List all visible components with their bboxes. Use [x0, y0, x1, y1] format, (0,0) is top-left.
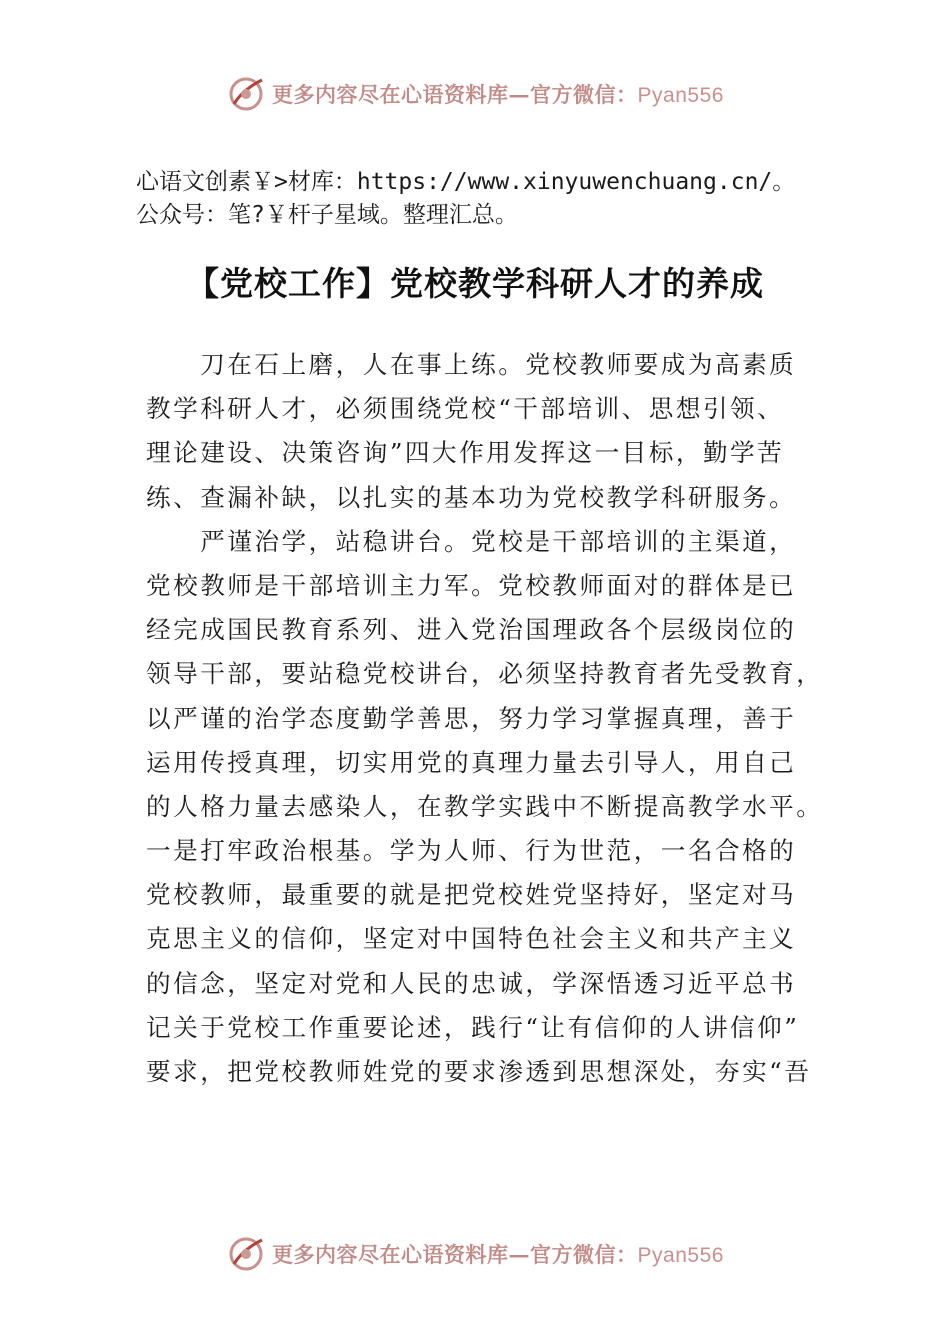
body-line: 严谨治学，站稳讲台。党校是干部培训的主渠道， [146, 526, 797, 556]
body-line: 运用传授真理，切实用党的真理力量去引导人，用自己 [146, 747, 797, 777]
body-line: 经完成国民教育系列、进入党治国理政各个层级岗位的 [146, 615, 797, 645]
body-line: 教学科研人才，必须围绕党校“干部培训、思想引领、 [146, 394, 785, 424]
watermark-wechat-id: Pyan556 [637, 1244, 724, 1267]
body-line: 练、查漏补缺，以扎实的基本功为党校教学科研服务。 [146, 482, 797, 512]
watermark-text: 更多内容尽在心语资料库—官方微信：Pyan556 [272, 1242, 724, 1267]
watermark-footer [0, 1232, 950, 1276]
body-line: 记关于党校工作重要论述，践行“让有信仰的人讲信仰” [146, 1012, 800, 1042]
watermark-text: 更多内容尽在心语资料库—官方微信：Pyan556 [272, 82, 724, 107]
source-note [136, 166, 936, 232]
body-line: 以严谨的治学态度勤学善思，努力学习掌握真理，善于 [146, 703, 797, 733]
body-line: 一是打牢政治根基。学为人师、行为世范，一名合格的 [146, 836, 797, 866]
body-line: 的信念，坚定对党和人民的忠诚，学深悟透习近平总书 [146, 968, 797, 998]
body-line: 党校教师，最重要的就是把党校姓党坚持好，坚定对马 [146, 880, 797, 910]
body-line: 要求，把党校教师姓党的要求渗透到思想深处，夯实“吾 [146, 1057, 812, 1086]
document-title: 【党校工作】党校教学科研人才的养成 [186, 264, 764, 303]
body-line: 克思主义的信仰，坚定对中国特色社会主义和共产主义 [146, 924, 797, 954]
source-line-website: 心语文创素￥>材库：https://www.xinyuwenchuang.cn/。 [136, 169, 796, 195]
watermark-wechat-id: Pyan556 [637, 84, 724, 107]
body-line: 领导干部，要站稳党校讲台，必须坚持教育者先受教育， [146, 659, 824, 689]
watermark-logo-icon [226, 74, 266, 114]
body-line: 刀在石上磨，人在事上练。党校教师要成为高素质 [146, 350, 797, 379]
watermark-header [0, 72, 950, 116]
body-line: 理论建设、决策咨询”四大作用发挥这一目标，勤学苦 [146, 438, 785, 468]
body-line: 党校教师是干部培训主力军。党校教师面对的群体是已 [146, 570, 797, 600]
article-body [146, 343, 826, 1094]
watermark-logo-icon [226, 1234, 266, 1274]
body-line: 的人格力量去感染人，在教学实践中不断提高教学水平。 [146, 791, 824, 821]
source-line-account: 公众号：笔?￥杆子星域。整理汇总。 [136, 202, 518, 228]
